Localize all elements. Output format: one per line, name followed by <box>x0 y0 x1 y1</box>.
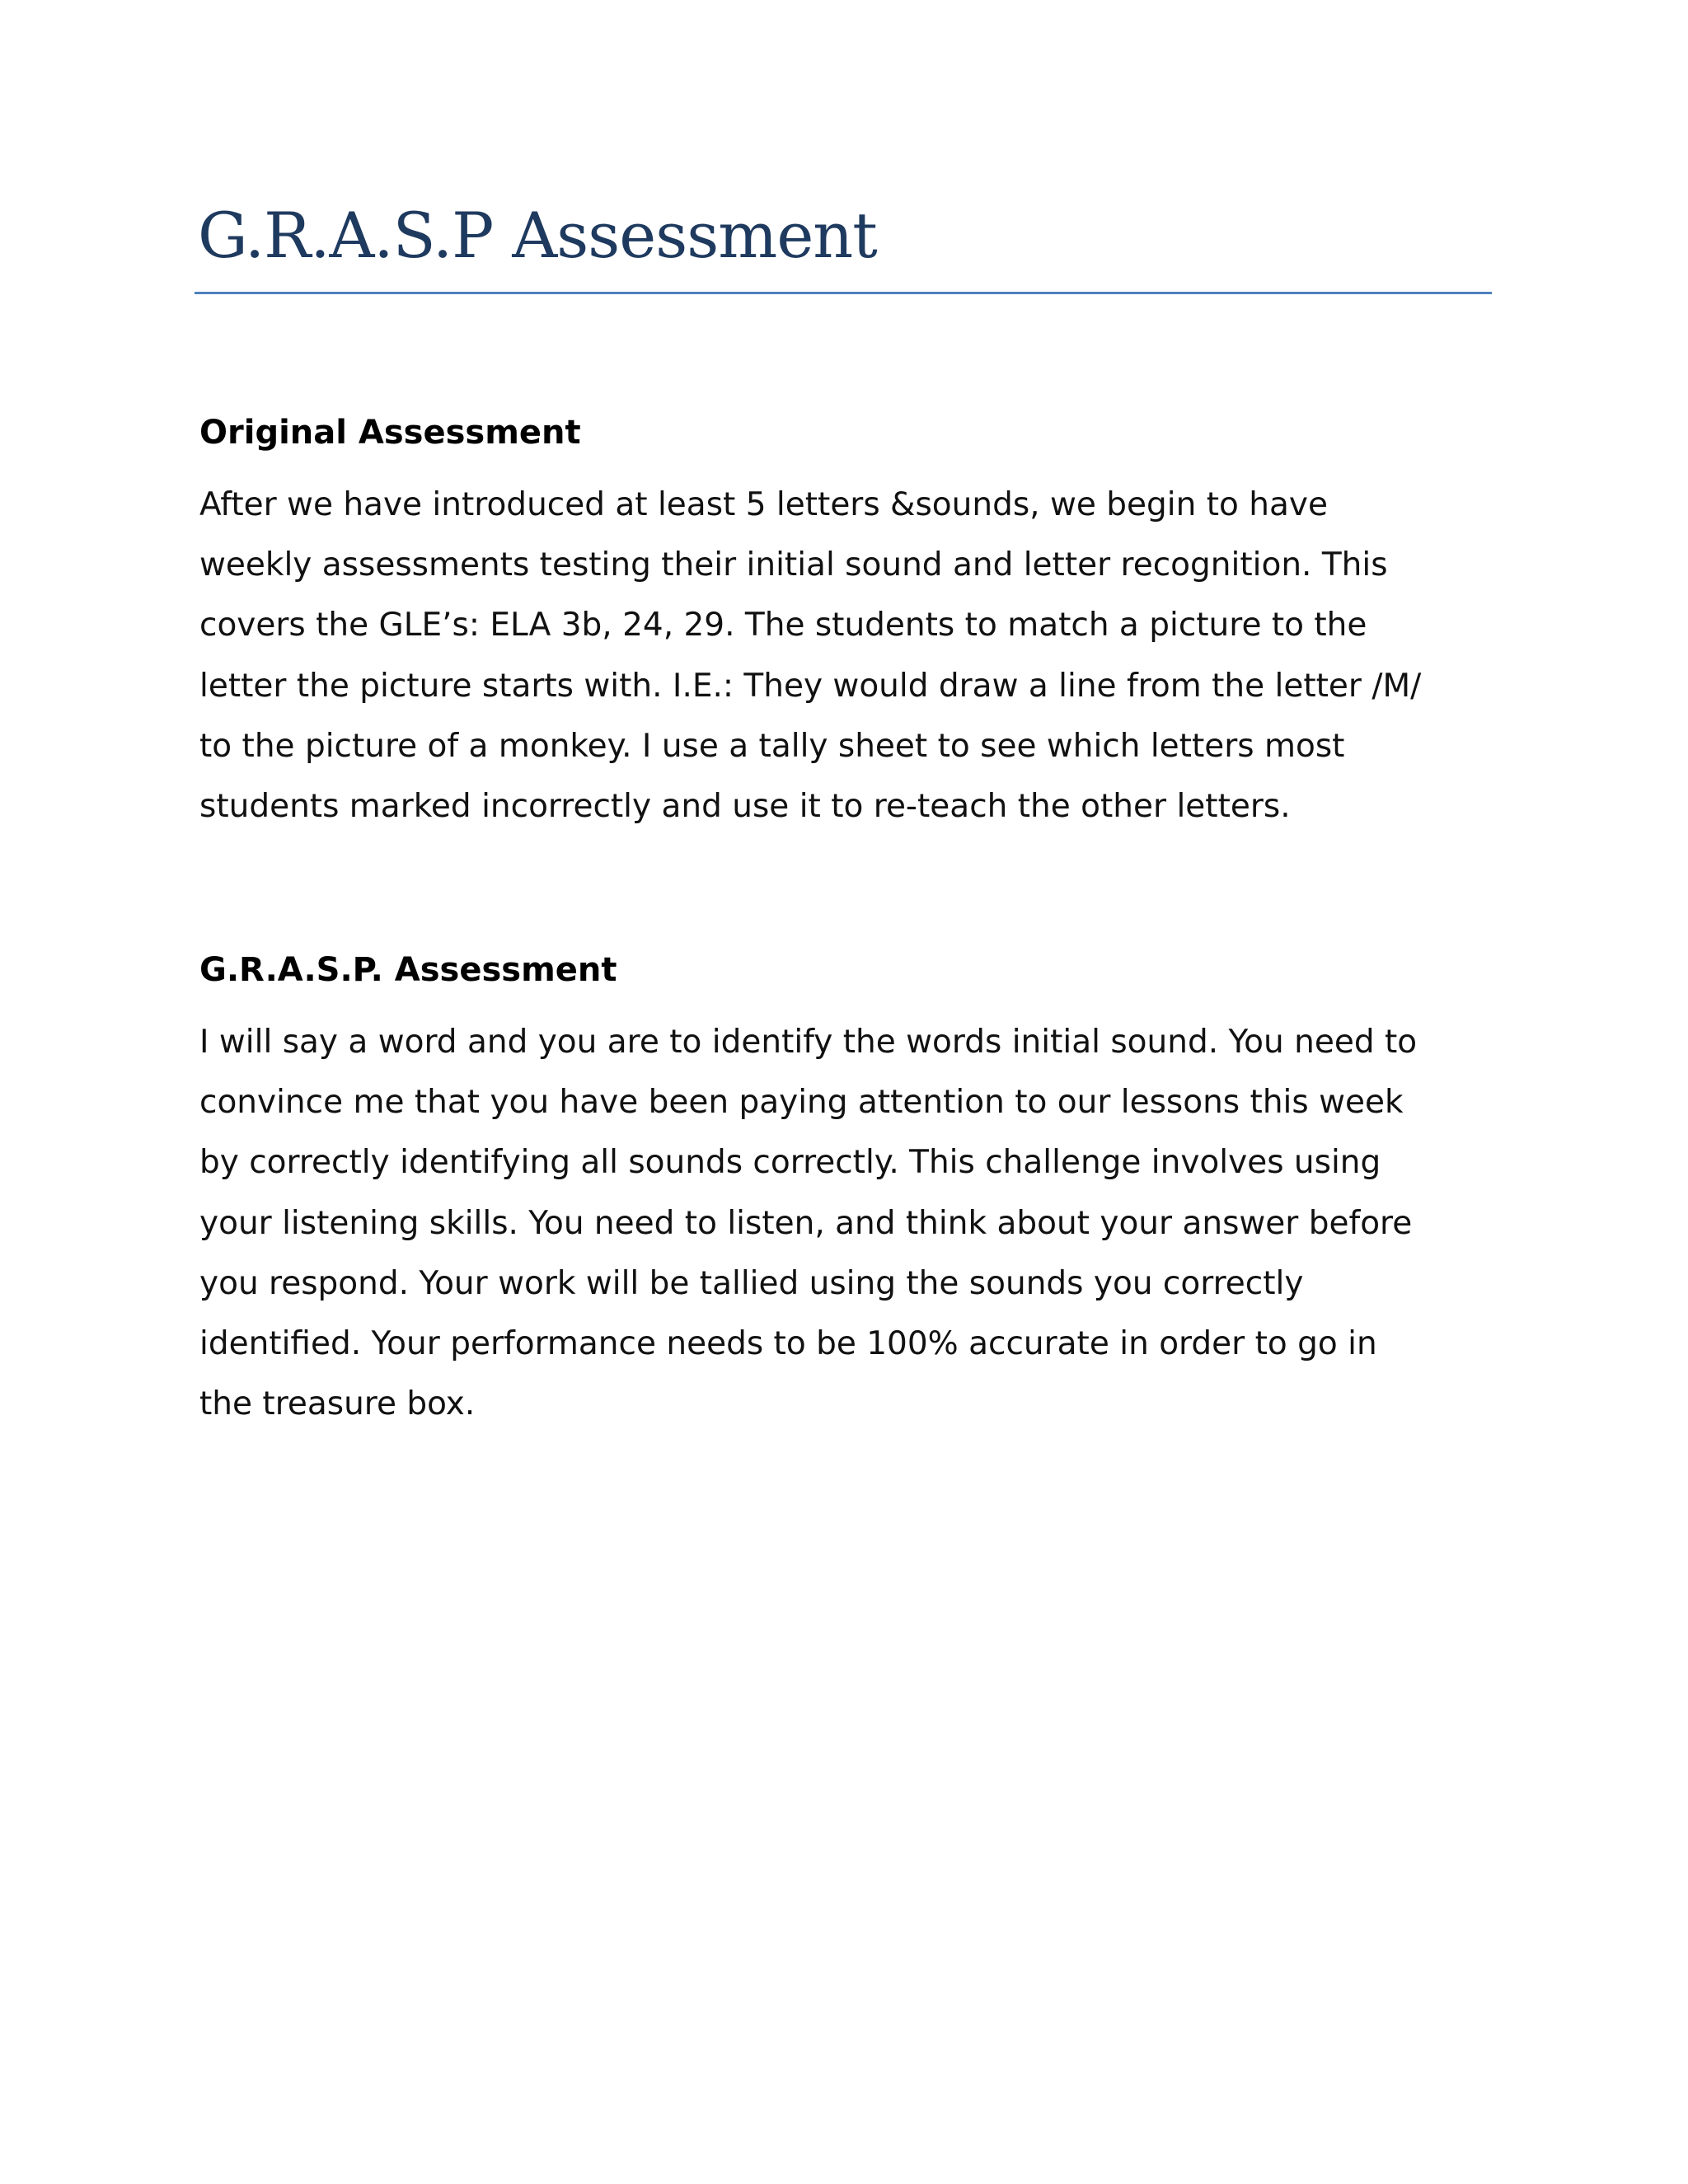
title-underline <box>195 292 1492 294</box>
paragraph-line: to the picture of a monkey. I use a tally sheet to see which letters most <box>199 727 1345 765</box>
section-paragraph <box>199 475 1502 837</box>
paragraph-line: the treasure box. <box>199 1385 476 1423</box>
paragraph-line: I will say a word and you are to identify the words initial sound. You need to <box>199 1024 1418 1061</box>
paragraph-line: letter the picture starts with. I.E.: They would draw a line from the letter /M/ <box>199 667 1422 705</box>
section-paragraph <box>199 1012 1502 1434</box>
paragraph-line: by correctly identifying all sounds correctly. This challenge involves using <box>199 1144 1381 1182</box>
section-heading: G.R.A.S.P. Assessment <box>199 951 617 989</box>
section-original-assessment <box>199 409 1502 837</box>
paragraph-line: you respond. Your work will be tallied using the sounds you correctly <box>199 1264 1304 1302</box>
section-heading: Original Assessment <box>199 414 581 452</box>
paragraph-line: your listening skills. You need to listen, and think about your answer before <box>199 1204 1413 1242</box>
section-grasp-assessment <box>199 946 1502 1434</box>
paragraph-line: weekly assessments testing their initial sound and letter recognition. This <box>199 546 1388 584</box>
paragraph-line: covers the GLE’s: ELA 3b, 24, 29. The students to match a picture to the <box>199 607 1367 644</box>
paragraph-line: convince me that you have been paying attention to our lessons this week <box>199 1084 1404 1122</box>
paragraph-line: students marked incorrectly and use it to re-teach the other letters. <box>199 788 1291 826</box>
document-title: G.R.A.S.P Assessment <box>198 199 877 272</box>
paragraph-line: After we have introduced at least 5 letters &sounds, we begin to have <box>199 486 1328 523</box>
paragraph-line: identified. Your performance needs to be 100% accurate in order to go in <box>199 1325 1377 1363</box>
